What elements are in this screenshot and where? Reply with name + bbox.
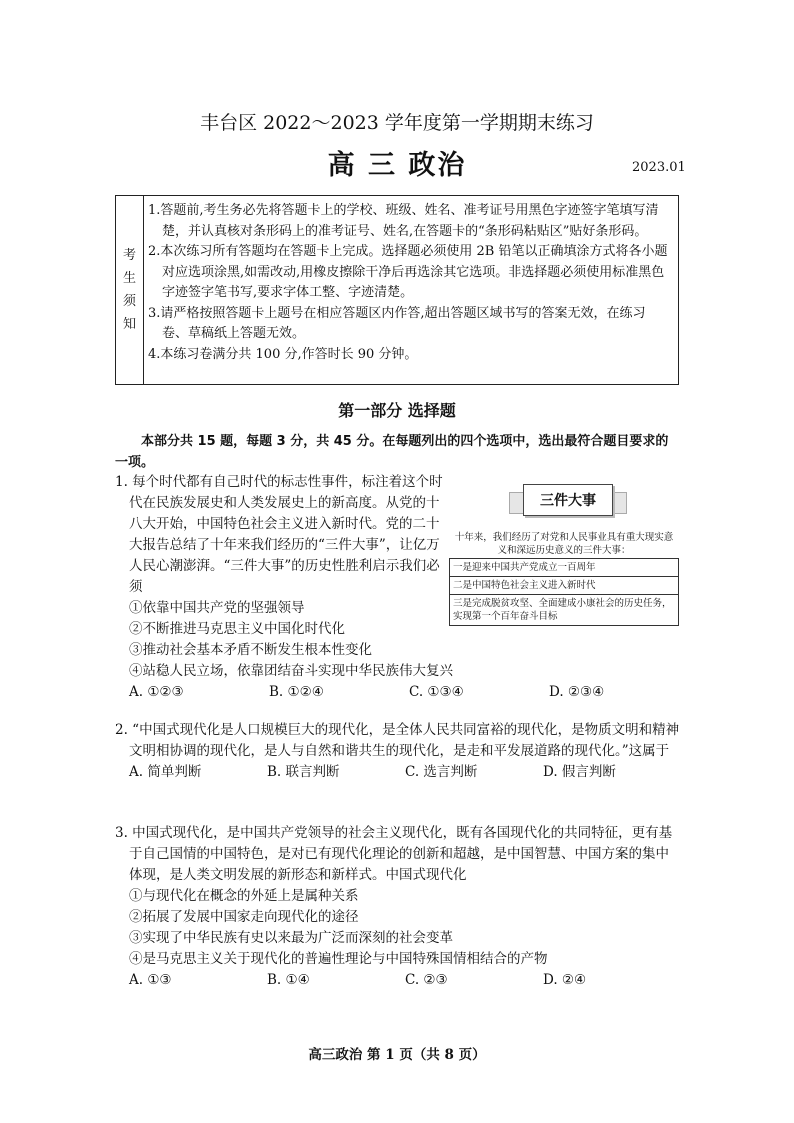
section-intro: 本部分共 15 题，每题 3 分，共 45 分。在每题列出的四个选项中，选出最符合题目要求的一项。 — [115, 434, 669, 470]
notice-label — [116, 196, 144, 384]
table-row — [450, 595, 679, 626]
question-2 — [115, 720, 681, 783]
page-footer: 高三政治 第 1 页（共 8 页） — [308, 1047, 486, 1063]
figure-table — [449, 558, 679, 626]
notice-item: 3.请严格按照答题卡上题号在相应答题区内作答,超出答题区域书写的答案无效，在练习卷、草稿纸上答题无效。 — [148, 305, 646, 341]
three-events-figure — [443, 478, 681, 630]
choice-b: B. 联言判断 — [267, 764, 340, 780]
option-statement: ①与现代化在概念的外延上是属种关系 — [129, 888, 359, 904]
table-row — [450, 559, 679, 577]
table-cell: 三是完成脱贫攻坚、全面建成小康社会的历史任务，实现第一个百年奋斗目标 — [450, 595, 679, 626]
choice-d: D. 假言判断 — [543, 764, 616, 780]
exam-date: 2023.01 — [632, 160, 686, 175]
choice-c: C. ②③ — [405, 972, 448, 988]
question-stem: 1. 每个时代都有自己时代的标志性事件，标注着这个时代在民族发展史和人类发展史上的新高度。从党的十八大开始，中国特色社会主义进入新时代。党的二十大报告总结了十年来我们经历的“三件大事”，让亿万人民心潮澎湃。“三件大事”的历史性胜利启示我们必须 — [115, 474, 443, 595]
choice-b: B. ①②④ — [269, 684, 324, 700]
question-1-stem — [115, 472, 445, 598]
option-statement: ③实现了中华民族有史以来最为广泛而深刻的社会变革 — [129, 930, 453, 946]
option-statement: ④是马克思主义关于现代化的普遍性理论与中国特殊国情相结合的产物 — [129, 951, 548, 967]
choice-a: A. 简单判断 — [129, 764, 202, 780]
exam-title: 丰台区 2022～2023 学年度第一学期期末练习 — [200, 112, 594, 134]
answer-choices — [115, 970, 681, 991]
notice-label-char: 考 — [122, 248, 136, 263]
option-statement: ②拓展了发展中国家走向现代化的途径 — [129, 909, 359, 925]
option-statement: ③推动社会基本矛盾不断发生根本性变化 — [129, 642, 372, 658]
exam-subject: 高 三 政治 — [327, 150, 467, 181]
choice-c: C. 选言判断 — [405, 764, 478, 780]
figure-caption: 十年来，我们经历了对党和人民事业具有重大现实意义和深远历史意义的三件大事： — [454, 532, 674, 556]
notice-box — [115, 195, 679, 385]
notice-label-char: 生 — [122, 271, 136, 286]
choice-d: D. ②④ — [543, 972, 587, 988]
notice-item: 2.本次练习所有答题均在答题卡上完成。选择题必须使用 2B 铅笔以正确填涂方式将各小题对应选项涂黑,如需改动,用橡皮擦除干净后再选涂其它选项。非选择题必须使用标准黑色字迹签字笔书写,要求字体工整、字迹清楚。 — [148, 244, 668, 300]
figure-banner: 三件大事 — [523, 484, 613, 516]
answer-choices — [115, 762, 681, 783]
choice-a: A. ①③ — [129, 972, 172, 988]
choice-d: D. ②③④ — [549, 684, 605, 700]
answer-choices — [129, 682, 689, 703]
question-stem: 3. 中国式现代化，是中国共产党领导的社会主义现代化，既有各国现代化的共同特征，更有基于自己国情的中国特色，是对已有现代化理论的创新和超越，是中国智慧、中国方案的集中体现，是人类文明发展的新形态和新样式。中国式现代化 — [115, 825, 673, 883]
option-statement: ①依靠中国共产党的坚强领导 — [129, 600, 305, 616]
table-row — [450, 577, 679, 595]
table-cell: 一是迎来中国共产党成立一百周年 — [450, 559, 679, 577]
section-title: 第一部分 选择题 — [338, 401, 456, 420]
choice-a: A. ①②③ — [129, 684, 184, 700]
table-cell: 二是中国特色社会主义进入新时代 — [450, 577, 679, 595]
notice-item: 1.答题前,考生务必先将答题卡上的学校、班级、姓名、准考证号用黑色字迹签字笔填写清楚，并认真核对条形码上的准考证号、姓名,在答题卡的“条形码粘贴区”贴好条形码。 — [148, 203, 659, 239]
notice-label-char: 知 — [122, 317, 136, 332]
choice-b: B. ①④ — [267, 972, 310, 988]
notice-list — [148, 201, 670, 365]
question-stem: 2. “中国式现代化是人口规模巨大的现代化，是全体人民共同富裕的现代化，是物质文明和精神文明相协调的现代化，是人与自然和谐共生的现代化，是走和平发展道路的现代化。”这属于 — [115, 722, 680, 759]
notice-label-char: 须 — [122, 294, 136, 309]
option-statement: ②不断推进马克思主义中国化时代化 — [129, 621, 345, 637]
question-3 — [115, 823, 681, 991]
notice-item: 4.本练习卷满分共 100 分,作答时长 90 分钟。 — [148, 346, 418, 362]
option-statement: ④站稳人民立场，依靠团结奋斗实现中华民族伟大复兴 — [129, 663, 453, 679]
choice-c: C. ①③④ — [409, 684, 464, 700]
